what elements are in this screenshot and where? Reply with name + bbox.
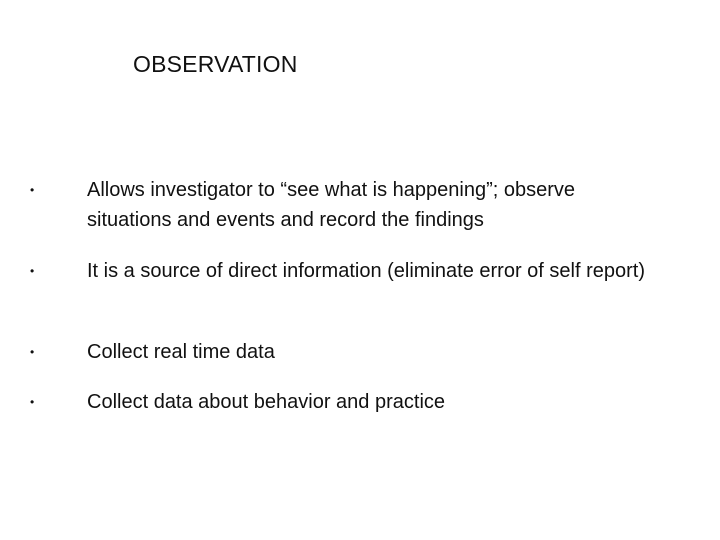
bullet-dot-icon: • bbox=[30, 183, 35, 197]
bullet-dot-icon: • bbox=[30, 264, 35, 278]
bullet-dot-icon: • bbox=[30, 345, 35, 359]
bullet-text: Allows investigator to “see what is happening”; observe situations and events and record the findings bbox=[87, 179, 576, 231]
slide-title: OBSERVATION bbox=[133, 51, 298, 77]
bullet-text: Collect real time data bbox=[87, 341, 275, 363]
bullet-text: It is a source of direct information (eliminate error of self report) bbox=[87, 260, 645, 282]
bullet-dot-icon: • bbox=[30, 395, 35, 409]
bullet-text: Collect data about behavior and practice bbox=[87, 391, 446, 413]
